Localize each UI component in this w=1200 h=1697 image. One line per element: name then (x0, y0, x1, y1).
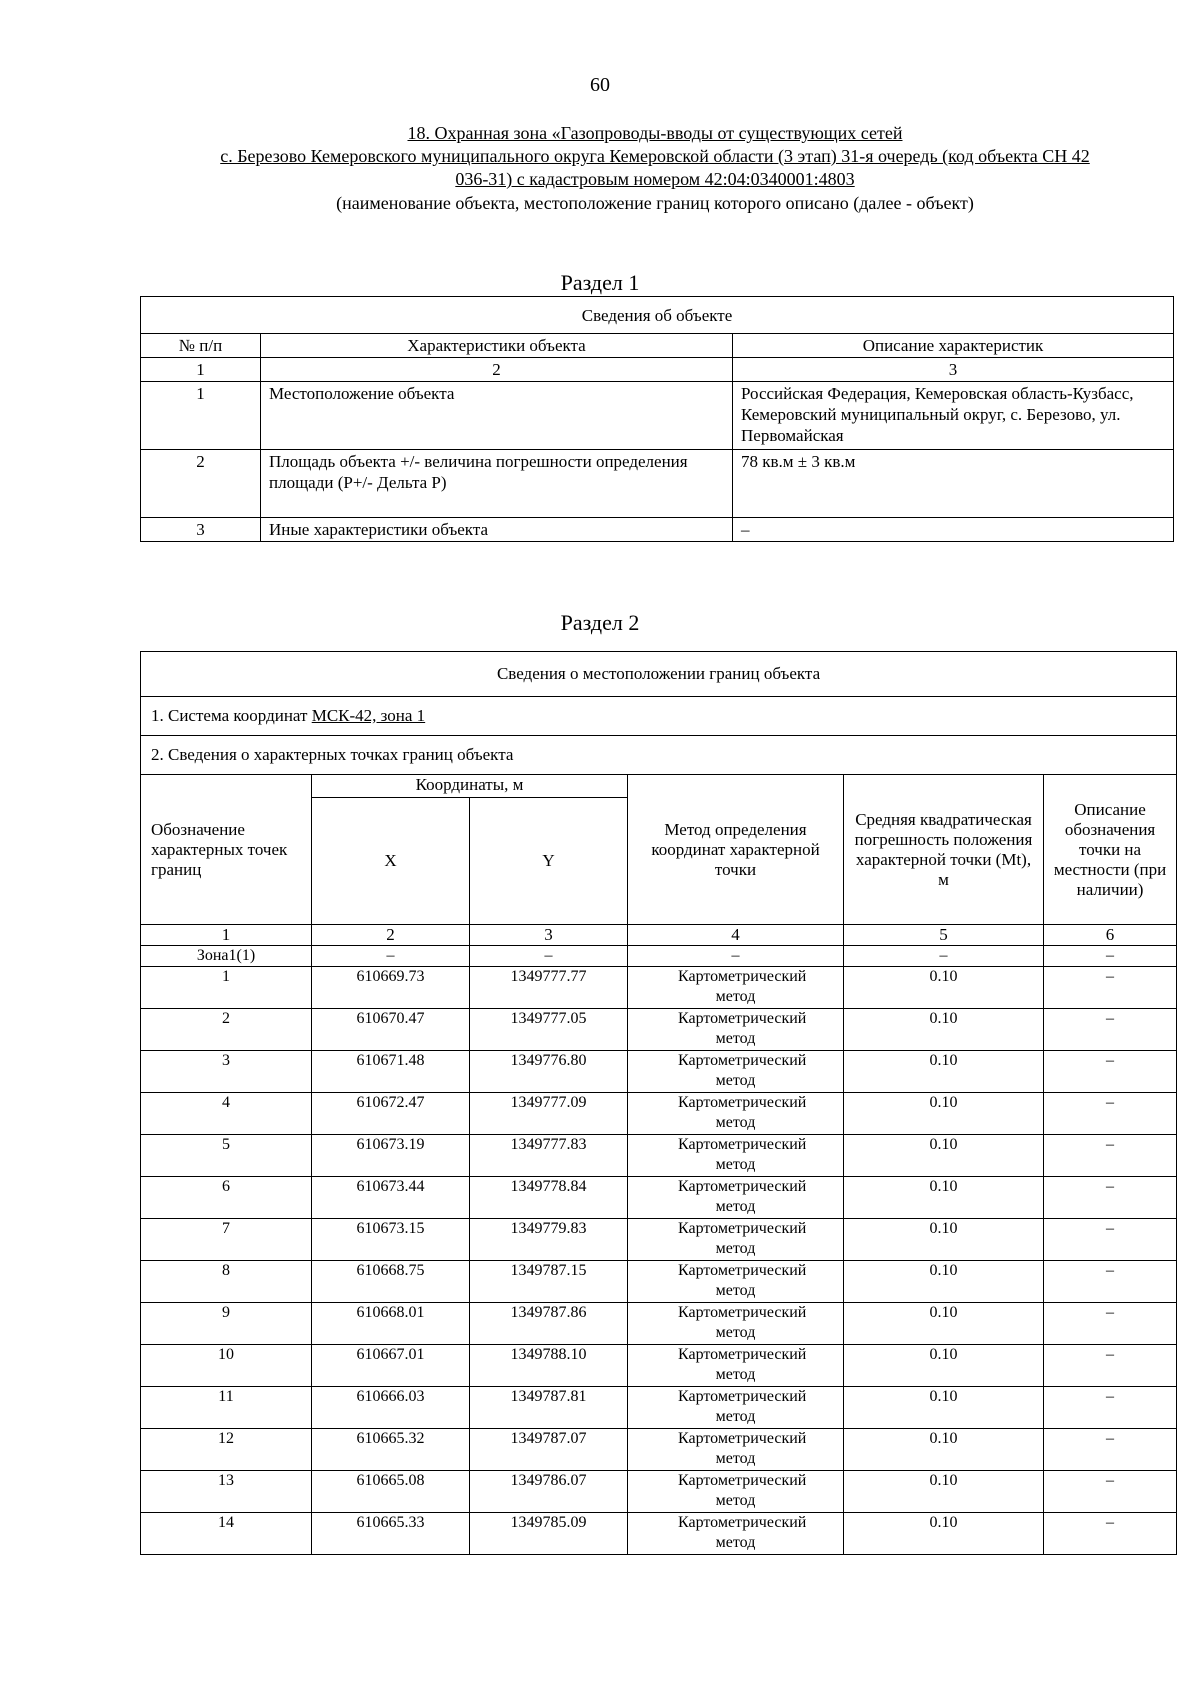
object-number: 18. (407, 123, 430, 143)
point-y: 1349778.84 (470, 1177, 628, 1219)
table-row (141, 382, 1174, 450)
col-number: 6 (1044, 925, 1177, 946)
point-number: 11 (141, 1387, 312, 1429)
row-description: Российская Федерация, Кемеровская область-Кузбасс, Кемеровский муниципальный округ, с. Березово, ул. Первомайская (733, 382, 1174, 450)
table-row (141, 1261, 1177, 1303)
table-row (141, 1303, 1177, 1345)
point-method: Картометрический метод (628, 967, 844, 1009)
point-y: 1349777.05 (470, 1009, 628, 1051)
row-num: 2 (141, 450, 261, 518)
point-y: 1349787.07 (470, 1429, 628, 1471)
col-number: 1 (141, 925, 312, 946)
point-number: 14 (141, 1513, 312, 1555)
point-description: – (1044, 1177, 1177, 1219)
point-description: – (1044, 1051, 1177, 1093)
row-description: 78 кв.м ± 3 кв.м (733, 450, 1174, 518)
point-x: 610665.32 (312, 1429, 470, 1471)
point-error: 0.10 (844, 1261, 1044, 1303)
point-x: 610670.47 (312, 1009, 470, 1051)
col-number: 4 (628, 925, 844, 946)
point-method: Картометрический метод (628, 1093, 844, 1135)
zone-cell: – (628, 946, 844, 967)
point-y: 1349787.15 (470, 1261, 628, 1303)
zone-name: Зона1(1) (141, 946, 312, 967)
row-characteristic: Площадь объекта +/- величина погрешности определения площади (Р+/- Дельта Р) (261, 450, 733, 518)
point-description: – (1044, 1513, 1177, 1555)
boundary-table-title: Сведения о местоположении границ объекта (141, 652, 1177, 697)
table-row (141, 1177, 1177, 1219)
point-x: 610669.73 (312, 967, 470, 1009)
point-x: 610665.08 (312, 1471, 470, 1513)
point-description: – (1044, 1471, 1177, 1513)
point-error: 0.10 (844, 967, 1044, 1009)
point-x: 610673.44 (312, 1177, 470, 1219)
point-number: 10 (141, 1345, 312, 1387)
point-method: Картометрический метод (628, 1051, 844, 1093)
point-y: 1349776.80 (470, 1051, 628, 1093)
point-description: – (1044, 1135, 1177, 1177)
header-method: Метод определения координат характерной точки (628, 775, 844, 925)
col-number: 5 (844, 925, 1044, 946)
point-description: – (1044, 1219, 1177, 1261)
point-description: – (1044, 1387, 1177, 1429)
row-description: – (733, 518, 1174, 542)
col-number: 1 (141, 358, 261, 382)
point-number: 8 (141, 1261, 312, 1303)
point-y: 1349785.09 (470, 1513, 628, 1555)
point-y: 1349787.86 (470, 1303, 628, 1345)
coord-system-value: МСК-42, зона 1 (311, 706, 426, 725)
page-number: 60 (590, 74, 610, 96)
point-error: 0.10 (844, 1345, 1044, 1387)
coord-system-label: 1. Система координат (151, 706, 312, 725)
table-row (141, 1345, 1177, 1387)
header-y: Y (470, 798, 628, 925)
zone-row (141, 946, 1177, 967)
point-method: Картометрический метод (628, 1429, 844, 1471)
point-error: 0.10 (844, 1513, 1044, 1555)
table-row (141, 518, 1174, 542)
object-title-line2: с. Березово Кемеровского муниципального округа Кемеровской области (3 этап) 31-я очередь (код объекта СН 42 (220, 146, 1090, 166)
table-row (141, 1051, 1177, 1093)
zone-cell: – (844, 946, 1044, 967)
zone-cell: – (312, 946, 470, 967)
row-characteristic: Местоположение объекта (261, 382, 733, 450)
point-description: – (1044, 1345, 1177, 1387)
point-error: 0.10 (844, 1387, 1044, 1429)
boundary-points-table (140, 651, 1177, 1555)
point-number: 9 (141, 1303, 312, 1345)
point-method: Картометрический метод (628, 1177, 844, 1219)
point-error: 0.10 (844, 1009, 1044, 1051)
table-row (141, 1429, 1177, 1471)
point-error: 0.10 (844, 1051, 1044, 1093)
col-number: 2 (312, 925, 470, 946)
section1-title: Раздел 1 (560, 270, 640, 295)
point-method: Картометрический метод (628, 1513, 844, 1555)
point-x: 610665.33 (312, 1513, 470, 1555)
point-error: 0.10 (844, 1135, 1044, 1177)
point-number: 12 (141, 1429, 312, 1471)
table-row (141, 1471, 1177, 1513)
point-method: Картометрический метод (628, 1009, 844, 1051)
table-row (141, 1219, 1177, 1261)
col-header-num: № п/п (141, 334, 261, 358)
col-header-characteristic: Характеристики объекта (261, 334, 733, 358)
row-num: 1 (141, 382, 261, 450)
point-description: – (1044, 1009, 1177, 1051)
header-description: Описание обозначения точки на местности (при наличии) (1044, 775, 1177, 925)
point-y: 1349787.81 (470, 1387, 628, 1429)
zone-cell: – (1044, 946, 1177, 967)
col-number: 2 (261, 358, 733, 382)
point-number: 2 (141, 1009, 312, 1051)
point-x: 610673.19 (312, 1135, 470, 1177)
point-description: – (1044, 1093, 1177, 1135)
point-x: 610671.48 (312, 1051, 470, 1093)
table-row (141, 1387, 1177, 1429)
point-x: 610673.15 (312, 1219, 470, 1261)
point-error: 0.10 (844, 1177, 1044, 1219)
point-error: 0.10 (844, 1093, 1044, 1135)
point-method: Картометрический метод (628, 1219, 844, 1261)
point-method: Картометрический метод (628, 1345, 844, 1387)
point-y: 1349777.09 (470, 1093, 628, 1135)
point-y: 1349777.83 (470, 1135, 628, 1177)
point-number: 7 (141, 1219, 312, 1261)
point-number: 6 (141, 1177, 312, 1219)
row-characteristic: Иные характеристики объекта (261, 518, 733, 542)
point-x: 610667.01 (312, 1345, 470, 1387)
point-y: 1349779.83 (470, 1219, 628, 1261)
point-method: Картометрический метод (628, 1135, 844, 1177)
table-row (141, 967, 1177, 1009)
object-title-text: Охранная зона «Газопроводы-вводы от существующих сетей (434, 123, 903, 143)
point-error: 0.10 (844, 1429, 1044, 1471)
point-number: 3 (141, 1051, 312, 1093)
point-error: 0.10 (844, 1471, 1044, 1513)
col-header-description: Описание характеристик (733, 334, 1174, 358)
point-y: 1349786.07 (470, 1471, 628, 1513)
point-y: 1349788.10 (470, 1345, 628, 1387)
point-number: 1 (141, 967, 312, 1009)
point-method: Картометрический метод (628, 1387, 844, 1429)
row-num: 3 (141, 518, 261, 542)
header-error: Средняя квадратическая погрешность положения характерной точки (Мt), м (844, 775, 1044, 925)
coord-system-row (141, 697, 1177, 736)
point-x: 610666.03 (312, 1387, 470, 1429)
point-method: Картометрический метод (628, 1261, 844, 1303)
point-x: 610668.01 (312, 1303, 470, 1345)
point-description: – (1044, 1429, 1177, 1471)
point-x: 610668.75 (312, 1261, 470, 1303)
point-number: 13 (141, 1471, 312, 1513)
section2-title: Раздел 2 (560, 610, 640, 635)
object-title-line3: 036-31) с кадастровым номером 42:04:0340001:4803 (455, 169, 855, 189)
header-x: X (312, 798, 470, 925)
point-description: – (1044, 967, 1177, 1009)
point-x: 610672.47 (312, 1093, 470, 1135)
table-row (141, 450, 1174, 518)
table-row (141, 1513, 1177, 1555)
table-row (141, 1135, 1177, 1177)
zone-cell: – (470, 946, 628, 967)
point-error: 0.10 (844, 1219, 1044, 1261)
points-section-title: 2. Сведения о характерных точках границ объекта (141, 736, 1177, 775)
point-method: Картометрический метод (628, 1471, 844, 1513)
table-row (141, 1009, 1177, 1051)
header-designation: Обозначение характерных точек границ (141, 775, 312, 925)
point-method: Картометрический метод (628, 1303, 844, 1345)
point-description: – (1044, 1261, 1177, 1303)
point-number: 4 (141, 1093, 312, 1135)
header-coordinates: Координаты, м (312, 775, 628, 798)
object-info-table-title: Сведения об объекте (141, 297, 1174, 334)
object-title-line1 (140, 122, 1170, 145)
point-description: – (1044, 1303, 1177, 1345)
table-row (141, 1093, 1177, 1135)
point-error: 0.10 (844, 1303, 1044, 1345)
col-number: 3 (470, 925, 628, 946)
col-number: 3 (733, 358, 1174, 382)
point-y: 1349777.77 (470, 967, 628, 1009)
object-caption: (наименование объекта, местоположение границ которого описано (далее - объект) (336, 193, 974, 213)
object-info-table (140, 296, 1174, 542)
point-number: 5 (141, 1135, 312, 1177)
